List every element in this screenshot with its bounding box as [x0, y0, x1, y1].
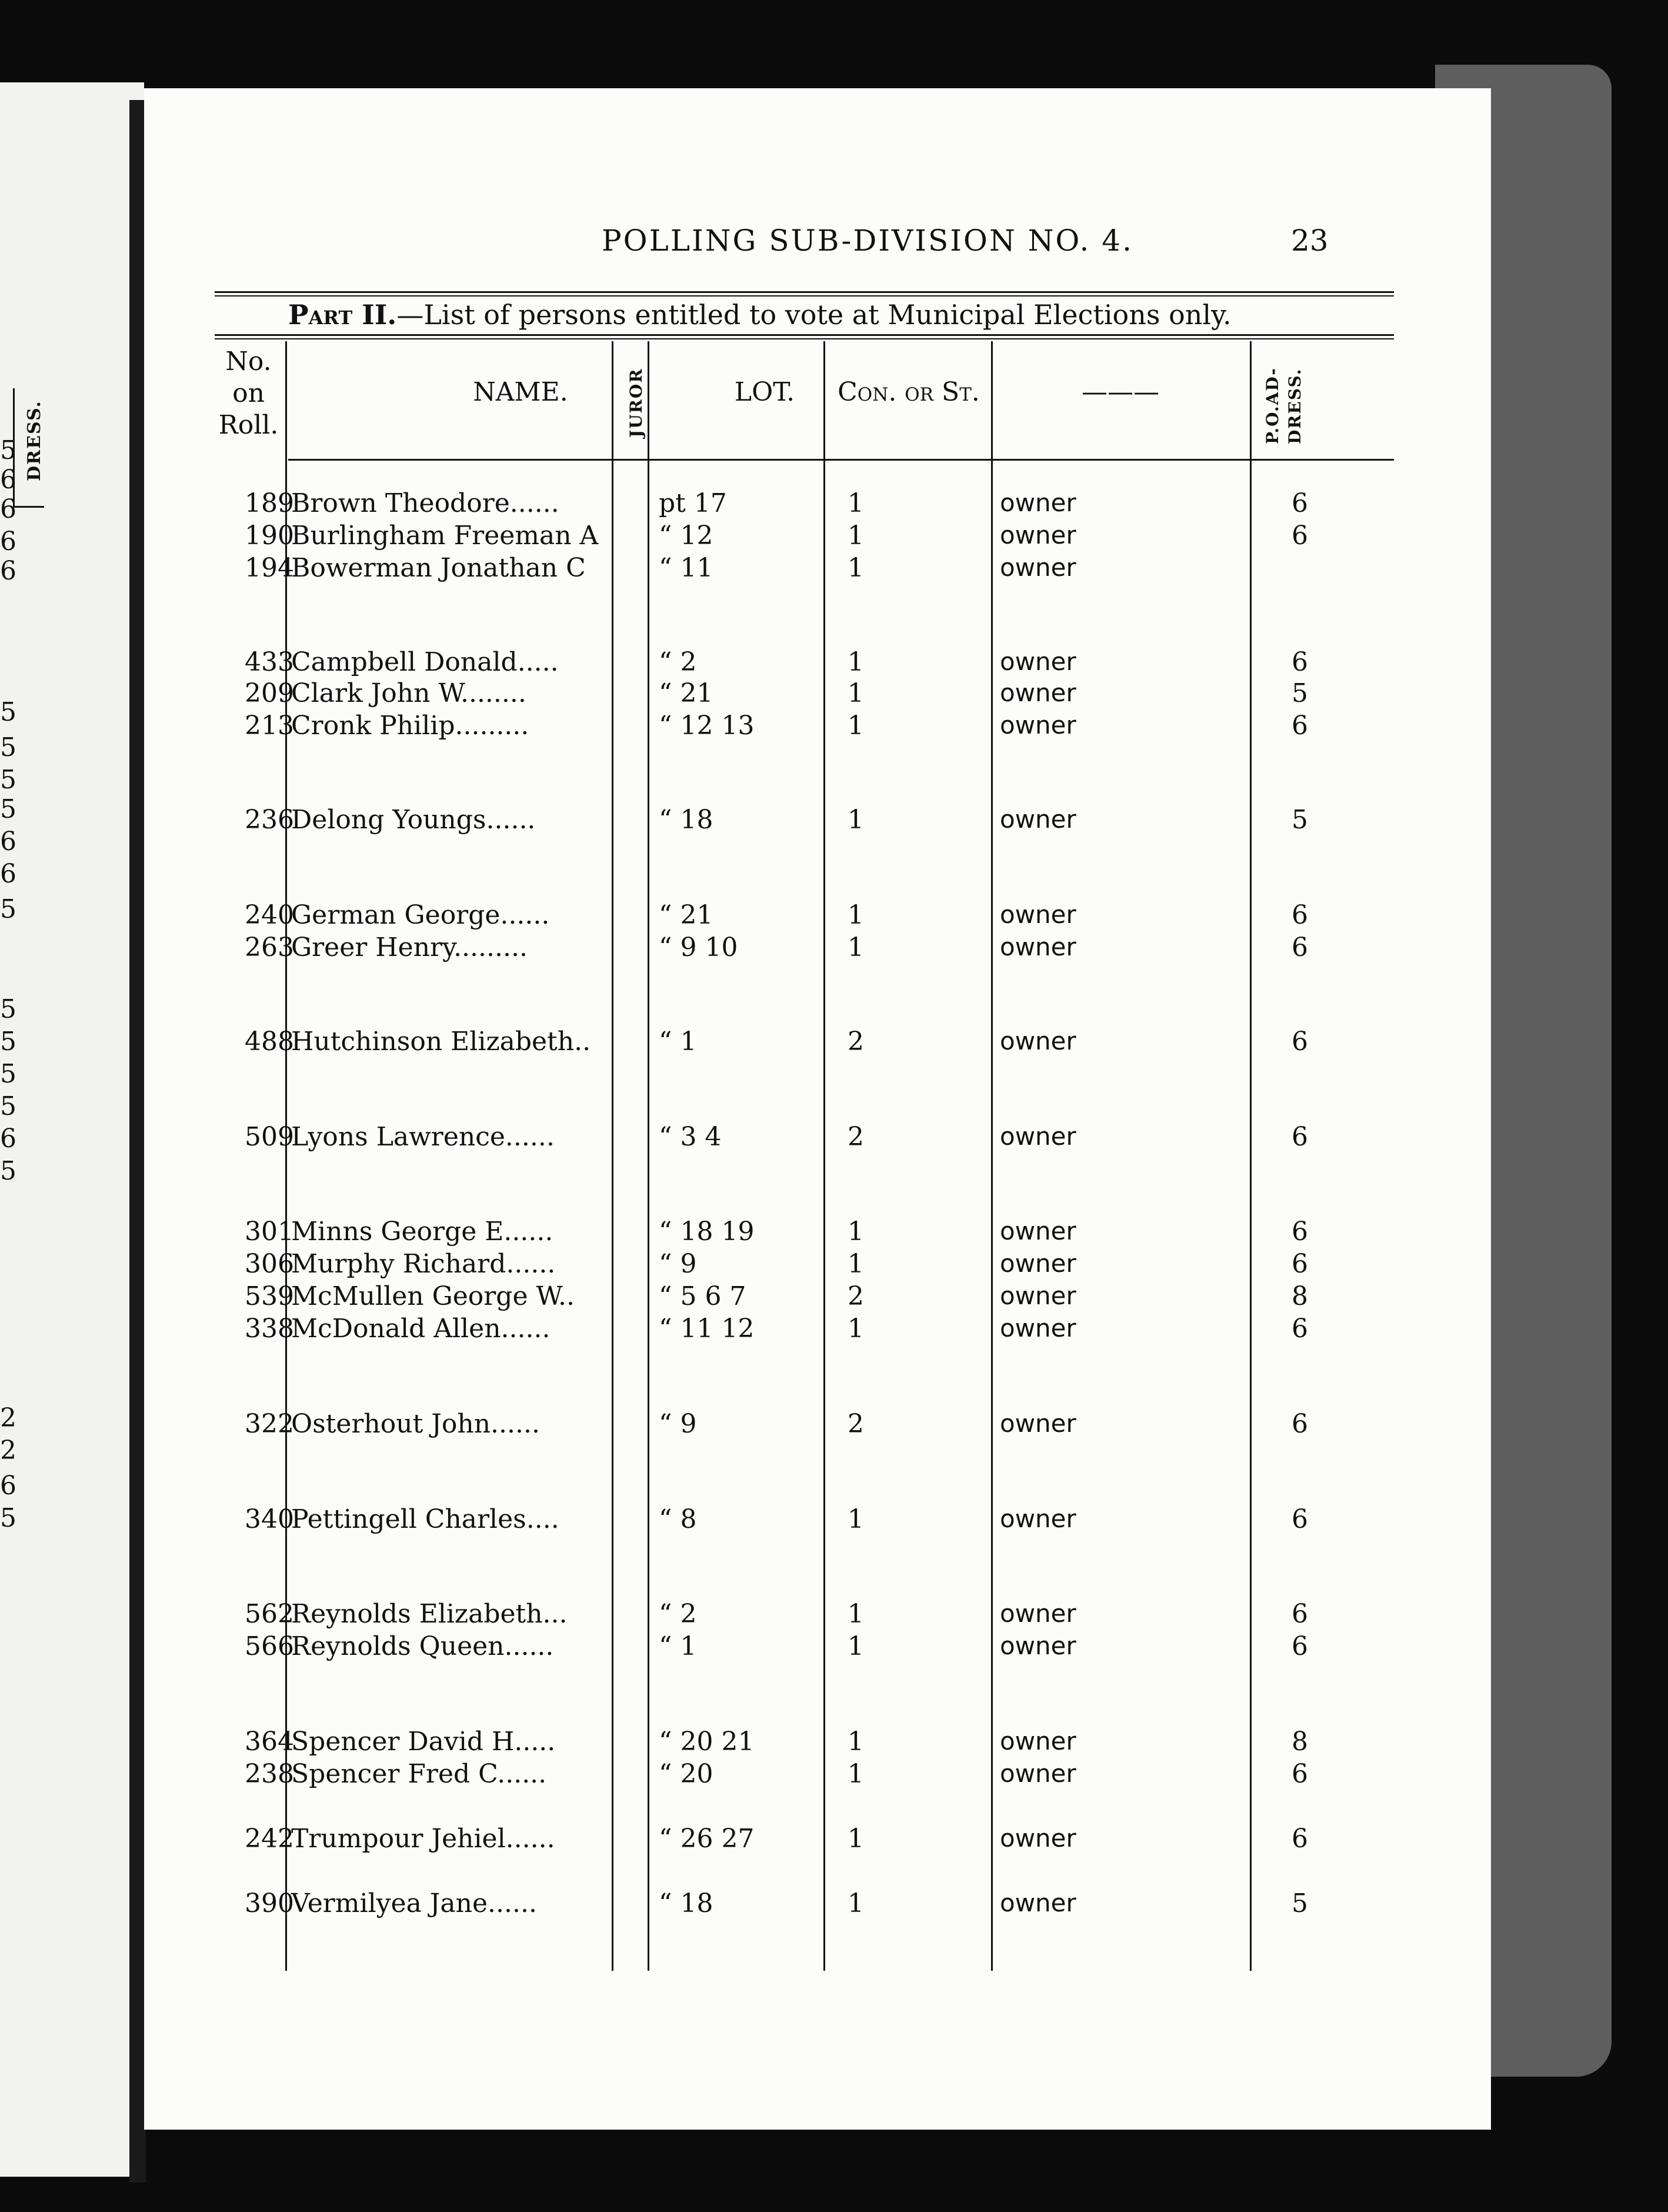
roll-number: 236 — [245, 805, 294, 835]
po-address: 6 — [1292, 1027, 1308, 1057]
roll-number: 306 — [245, 1249, 294, 1279]
left-page-number: 6 — [0, 465, 16, 495]
voter-name: Reynolds Elizabeth... — [291, 1599, 568, 1629]
occupancy-status: owner — [1000, 521, 1076, 549]
concession-number: 1 — [848, 1314, 864, 1344]
occupancy-status: owner — [1000, 1249, 1076, 1278]
left-page-number: 6 — [0, 827, 16, 857]
po-address: 6 — [1292, 1409, 1308, 1439]
po-address: 8 — [1292, 1281, 1308, 1311]
left-page-number: 5 — [0, 794, 16, 824]
lot-number: “ 18 — [659, 805, 713, 835]
po-address: 5 — [1292, 805, 1308, 835]
left-page-number: 5 — [0, 1059, 16, 1089]
voter-name: Greer Henry......... — [291, 932, 528, 962]
concession-number: 1 — [848, 805, 864, 835]
occupancy-status: owner — [1000, 711, 1076, 739]
occupancy-status: owner — [1000, 1027, 1076, 1055]
voter-name: McMullen George W.. — [291, 1281, 575, 1311]
occupancy-status: owner — [1000, 1759, 1076, 1788]
header-bottom-rule — [288, 459, 1394, 461]
table-row — [144, 1599, 1491, 1632]
header-blank: ——— — [1082, 377, 1159, 407]
concession-number: 1 — [848, 1888, 864, 1918]
occupancy-status: owner — [1000, 678, 1076, 707]
po-address: 6 — [1292, 1217, 1308, 1247]
concession-number: 2 — [848, 1027, 864, 1057]
table-row — [144, 521, 1491, 554]
table-row — [144, 553, 1491, 586]
voter-name: Reynolds Queen...... — [291, 1631, 554, 1661]
roll-number: 539 — [245, 1281, 294, 1311]
lot-number: “ 12 — [659, 521, 713, 551]
lot-number: “ 1 — [659, 1027, 697, 1057]
roll-number: 562 — [245, 1599, 294, 1629]
lot-number: “ 18 — [659, 1888, 713, 1918]
occupancy-status: owner — [1000, 1122, 1076, 1151]
concession-number: 1 — [848, 711, 864, 741]
header-lot: LOT. — [734, 377, 795, 407]
part-description: —List of persons entitled to vote at Municipal Elections only. — [396, 299, 1232, 331]
header-po-address — [1262, 356, 1306, 456]
table-row — [144, 1122, 1491, 1155]
header-no-line1: No. — [225, 347, 272, 377]
table-row — [144, 1217, 1491, 1250]
concession-number: 2 — [848, 1281, 864, 1311]
left-page-number: 2 — [0, 1403, 16, 1433]
table-row — [144, 1631, 1491, 1664]
po-address: 6 — [1292, 900, 1308, 930]
voter-name: Burlingham Freeman A — [291, 521, 599, 551]
left-page-number: 5 — [0, 732, 16, 762]
roll-number: 488 — [245, 1027, 294, 1057]
occupancy-status: owner — [1000, 1409, 1076, 1438]
header-po-line1: P.O.AD- — [1263, 367, 1282, 445]
concession-number: 2 — [848, 1409, 864, 1439]
concession-number: 1 — [848, 678, 864, 708]
lot-number: “ 11 — [659, 553, 713, 583]
po-address: 6 — [1292, 1759, 1308, 1789]
page-number: 23 — [1291, 224, 1329, 258]
left-page-number: 6 — [0, 494, 16, 524]
lot-number: “ 26 27 — [659, 1824, 755, 1854]
page-title: POLLING SUB-DIVISION NO. 4. — [602, 224, 1133, 258]
concession-number: 1 — [848, 1824, 864, 1854]
voter-name: Murphy Richard...... — [291, 1249, 556, 1279]
left-page-number: 5 — [0, 1091, 16, 1121]
concession-number: 2 — [848, 1122, 864, 1152]
occupancy-status: owner — [1000, 932, 1076, 961]
table-row — [144, 805, 1491, 838]
header-juror: JUROR — [626, 368, 646, 438]
po-address: 6 — [1292, 932, 1308, 962]
occupancy-status: owner — [1000, 1727, 1076, 1755]
po-address: 6 — [1292, 647, 1308, 677]
roll-number: 242 — [245, 1824, 294, 1854]
lot-number: “ 20 21 — [659, 1727, 755, 1757]
part-label: Part II. — [288, 299, 397, 331]
roll-number: 390 — [245, 1888, 294, 1918]
left-page-number: 6 — [0, 1471, 16, 1501]
lot-number: “ 2 — [659, 1599, 697, 1629]
po-address: 6 — [1292, 1314, 1308, 1344]
voter-name: German George...... — [291, 900, 550, 930]
voter-name: Campbell Donald..... — [291, 647, 559, 677]
lot-number: “ 2 — [659, 647, 697, 677]
concession-number: 1 — [848, 1599, 864, 1629]
header-po-line2: DRESS. — [1285, 368, 1305, 444]
left-page-number: 2 — [0, 1435, 16, 1465]
po-address: 6 — [1292, 711, 1308, 741]
concession-number: 1 — [848, 1631, 864, 1661]
table-row — [144, 1281, 1491, 1314]
left-page-number: 5 — [0, 1156, 16, 1186]
left-page-number: 5 — [0, 1027, 16, 1057]
left-page-number: 5 — [0, 765, 16, 795]
part-heading — [288, 299, 1406, 331]
table-row — [144, 900, 1491, 933]
voter-name: McDonald Allen...... — [291, 1314, 551, 1344]
lot-number: “ 3 4 — [659, 1122, 722, 1152]
concession-number: 1 — [848, 1759, 864, 1789]
po-address: 6 — [1292, 1599, 1308, 1629]
occupancy-status: owner — [1000, 647, 1076, 676]
left-page-number: 6 — [0, 1124, 16, 1154]
header-name: NAME. — [473, 377, 568, 407]
concession-number: 1 — [848, 521, 864, 551]
voter-name: Delong Youngs...... — [291, 805, 536, 835]
lot-number: “ 11 12 — [659, 1314, 755, 1344]
left-page-number: 5 — [0, 697, 16, 727]
header-no-line3: Roll. — [218, 410, 279, 440]
left-page-fragment — [0, 82, 144, 2177]
occupancy-status: owner — [1000, 1217, 1076, 1245]
voter-name: Bowerman Jonathan C — [291, 553, 586, 583]
lot-number: “ 5 6 7 — [659, 1281, 746, 1311]
occupancy-status: owner — [1000, 1314, 1076, 1342]
voter-name: Clark John W........ — [291, 678, 526, 708]
occupancy-status: owner — [1000, 1281, 1076, 1310]
table-row — [144, 647, 1491, 680]
lot-number: “ 20 — [659, 1759, 713, 1789]
occupancy-status: owner — [1000, 1824, 1076, 1853]
po-address: 5 — [1292, 1888, 1308, 1918]
occupancy-status: owner — [1000, 805, 1076, 834]
lot-number: “ 12 13 — [659, 711, 755, 741]
voter-name: Osterhout John...... — [291, 1409, 540, 1439]
concession-number: 1 — [848, 1504, 864, 1534]
table-row — [144, 1314, 1491, 1347]
occupancy-status: owner — [1000, 1888, 1076, 1917]
table-row — [144, 488, 1491, 521]
po-address: 5 — [1292, 678, 1308, 708]
header-top-rule-thin — [215, 338, 1394, 339]
occupancy-status: owner — [1000, 1631, 1076, 1660]
occupancy-status: owner — [1000, 1599, 1076, 1628]
concession-number: 1 — [848, 1217, 864, 1247]
roll-number: 338 — [245, 1314, 294, 1344]
header-no-on-roll — [212, 346, 285, 441]
table-row — [144, 1504, 1491, 1537]
concession-number: 1 — [848, 1727, 864, 1757]
roll-number: 240 — [245, 900, 294, 930]
table-row — [144, 678, 1491, 711]
voter-name: Cronk Philip......... — [291, 711, 529, 741]
book-gutter — [129, 100, 146, 2183]
occupancy-status: owner — [1000, 488, 1076, 517]
concession-number: 1 — [848, 553, 864, 583]
lot-number: pt 17 — [659, 488, 727, 518]
header-no-line2: on — [232, 378, 265, 408]
table-row — [144, 1727, 1491, 1760]
voter-name: Lyons Lawrence...... — [291, 1122, 555, 1152]
roll-number: 194 — [245, 553, 294, 583]
top-rule-thin — [215, 295, 1394, 297]
voter-name: Vermilyea Jane...... — [291, 1888, 537, 1918]
lot-number: “ 9 — [659, 1249, 697, 1279]
po-address: 6 — [1292, 1824, 1308, 1854]
concession-number: 1 — [848, 488, 864, 518]
po-address: 6 — [1292, 1122, 1308, 1152]
voter-name: Brown Theodore...... — [291, 488, 559, 518]
table-row — [144, 1759, 1491, 1792]
roll-number: 433 — [245, 647, 294, 677]
lot-number: “ 8 — [659, 1504, 697, 1534]
left-page-number: 5 — [0, 994, 16, 1024]
lot-number: “ 21 — [659, 678, 713, 708]
occupancy-status: owner — [1000, 1504, 1076, 1533]
concession-number: 1 — [848, 647, 864, 677]
po-address: 6 — [1292, 1504, 1308, 1534]
roll-number: 238 — [245, 1759, 294, 1789]
voter-name: Minns George E...... — [291, 1217, 553, 1247]
roll-number: 301 — [245, 1217, 294, 1247]
table-row — [144, 1888, 1491, 1921]
roll-number: 189 — [245, 488, 294, 518]
concession-number: 1 — [848, 1249, 864, 1279]
lot-number: “ 9 10 — [659, 932, 738, 962]
left-page-number: 6 — [0, 527, 16, 557]
roll-number: 566 — [245, 1631, 294, 1661]
table-row — [144, 1409, 1491, 1442]
po-address: 8 — [1292, 1727, 1308, 1757]
table-row — [144, 711, 1491, 744]
roll-number: 340 — [245, 1504, 294, 1534]
lot-number: “ 1 — [659, 1631, 697, 1661]
left-page-number: 5 — [0, 1503, 16, 1533]
voter-name: Trumpour Jehiel...... — [291, 1824, 555, 1854]
voter-name: Hutchinson Elizabeth.. — [291, 1027, 591, 1057]
lot-number: “ 9 — [659, 1409, 697, 1439]
roll-number: 263 — [245, 932, 294, 962]
table-row — [144, 1249, 1491, 1282]
po-address: 6 — [1292, 488, 1308, 518]
table-row — [144, 932, 1491, 965]
register-page — [144, 88, 1491, 2130]
concession-number: 1 — [848, 932, 864, 962]
lot-number: “ 21 — [659, 900, 713, 930]
voter-name: Spencer Fred C...... — [291, 1759, 547, 1789]
left-page-number: 5 — [0, 435, 16, 465]
roll-number: 509 — [245, 1122, 294, 1152]
left-page-header-label: DRESS. — [24, 400, 45, 481]
po-address: 6 — [1292, 1631, 1308, 1661]
voter-name: Pettingell Charles.... — [291, 1504, 559, 1534]
header-con-or-st: Con. or St. — [838, 377, 980, 407]
table-row — [144, 1824, 1491, 1857]
lot-number: “ 18 19 — [659, 1217, 755, 1247]
roll-number: 364 — [245, 1727, 294, 1757]
table-row — [144, 1027, 1491, 1060]
roll-number: 322 — [245, 1409, 294, 1439]
roll-number: 190 — [245, 521, 294, 551]
top-rule — [215, 291, 1394, 293]
occupancy-status: owner — [1000, 900, 1076, 929]
left-page-number: 6 — [0, 859, 16, 889]
left-page-number: 6 — [0, 556, 16, 586]
roll-number: 213 — [245, 711, 294, 741]
occupancy-status: owner — [1000, 553, 1076, 582]
po-address: 6 — [1292, 1249, 1308, 1279]
roll-number: 209 — [245, 678, 294, 708]
po-address: 6 — [1292, 521, 1308, 551]
voter-name: Spencer David H..... — [291, 1727, 556, 1757]
concession-number: 1 — [848, 900, 864, 930]
header-top-rule — [215, 334, 1394, 336]
left-page-number: 5 — [0, 894, 16, 924]
